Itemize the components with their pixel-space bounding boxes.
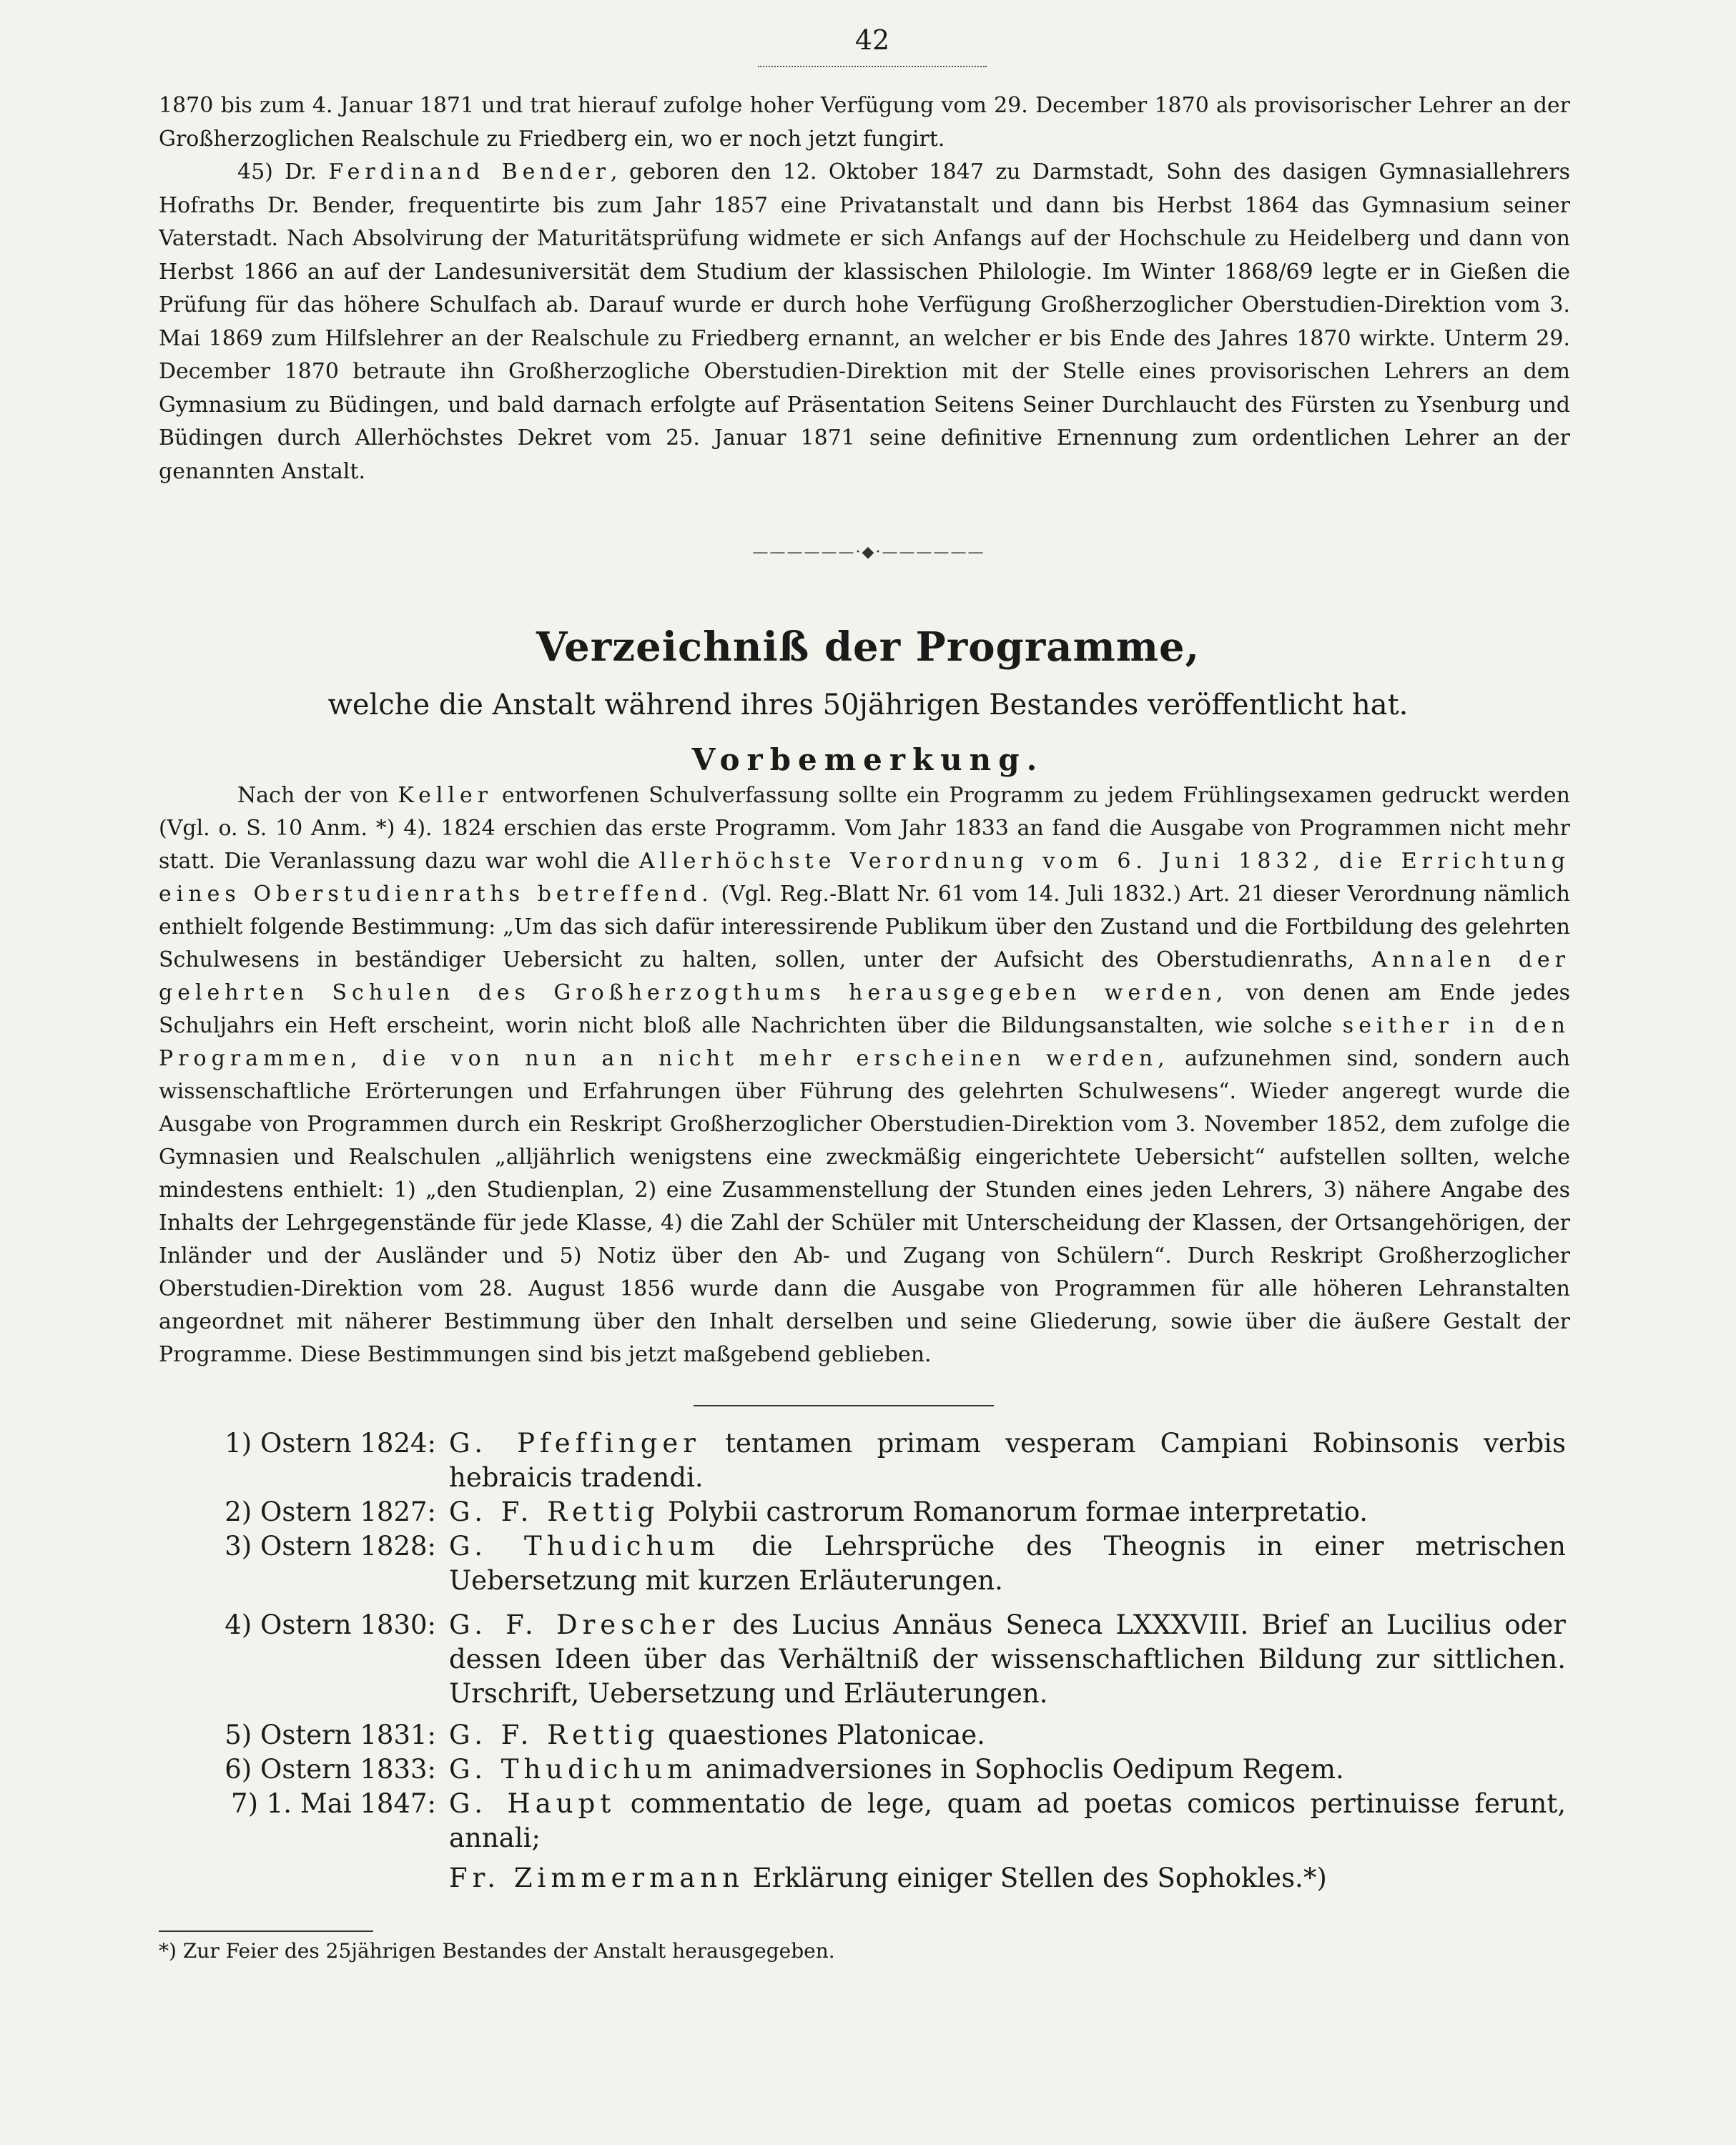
entry-45-name: Ferdinand Bender [328, 159, 611, 184]
item-date: 1) Ostern 1824: [225, 1428, 436, 1459]
entry-45-text: , geboren den 12. Oktober 1847 zu Darmstadt, Sohn des dasigen Gymnasiallehrers Hofraths Dr. Bender, frequentirte bis zum Jahr 1857 eine Privatanstalt und dann bis Herbst 1864 das Gymnasium seiner Vaterstadt. Nach Absolvirung der Maturitätsprüfung widmete er sich Anfangs auf der Hochschule zu Heidelberg und dann von Herbst 1866 an auf der Landesuniversität dem Studium der klassischen Philologie. Im Winter 1868/69 legte er in Gießen die Prüfung für das höhere Schulfach ab. Darauf wurde er durch hohe Verfügung Großherzoglicher Oberstudien-Direktion vom 3. Mai 1869 zum Hilfslehrer an der Realschule zu Friedberg ernannt, an welcher er bis Ende des Jahres 1870 wirkte. Unterm 29. December 1870 betraute ihn Großherzogliche Oberstudien-Direktion mit der Stelle eines provisorischen Lehrers an dem Gymnasium zu Büdingen, und bald darnach erfolgte auf Präsentation Seitens Seiner Durchlaucht des Fürsten zu Ysenburg und Büdingen durch Allerhöchstes Dekret vom 25. Januar 1871 seine definitive Ernennung zum ordentlichen Lehrer an der genannten Anstalt. [159, 159, 1570, 484]
vorb-part-4: von denen am Ende jedes Schuljahrs ein Heft erscheint, worin nicht bloß alle Nachrichten über die Bildungsanstalten, wie solche [159, 980, 1570, 1038]
item-title: commentatio de lege, quam ad poetas comicos pertinuisse ferunt, annali; [449, 1788, 1566, 1853]
vorb-part-3: (Vgl. Reg.-Blatt Nr. 61 vom 14. Juli 1832.) Art. 21 dieser Verordnung nämlich enthielt folgende Bestimmung: „Um das sich dafür interessirende Publikum über den Zustand und die Fortbildung des gelehrten Schulwesens in beständiger Uebersicht zu halten, sollen, unter der Aufsicht des Oberstudienraths, [159, 882, 1570, 972]
list-item [193, 1495, 1566, 1529]
vorbemerkung-heading: Vorbemerkung. [691, 742, 1045, 777]
entry-45-number: 45) Dr. [237, 159, 317, 184]
item-date: 7) 1. Mai 1847: [231, 1788, 436, 1819]
vorb-keller: Keller [398, 783, 493, 808]
section-title: Verzeichniß der Programme, [536, 623, 1200, 671]
programme-list [193, 1426, 1566, 1895]
entry-45 [159, 156, 1570, 488]
top-continuation: 1870 bis zum 4. Januar 1871 und trat hierauf zufolge hoher Verfügung vom 29. December 1870 als provisorischer Lehrer an der Großherzoglichen Realschule zu Friedberg ein, wo er noch jetzt fungirt. [159, 93, 1570, 152]
item-title: quaestiones Platonicae. [667, 1720, 985, 1750]
item-author: G. Thudichum [449, 1754, 698, 1785]
vorb-verordnung: Allerhöchste Verordnung vom 6. Juni 1832, die Errichtung eines Oberstudienraths betreffend. [159, 849, 1570, 907]
list-item [193, 1718, 1566, 1752]
vorb-part-2: entworfenen Schulverfassung sollte ein Programm zu jedem Frühlingsexamen gedruckt werden (Vgl. o. S. 10 Anm. *) 4). 1824 erschien das erste Programm. Vom Jahr 1833 an fand die Ausgabe von Programmen nicht mehr statt. Die Veranlassung dazu war wohl die [159, 783, 1570, 874]
vorbemerkung-text [159, 779, 1570, 1371]
list-item [193, 1861, 1566, 1895]
item-title: tentamen primam vesperam Campiani Robinsonis verbis hebraicis tradendi. [449, 1428, 1566, 1493]
item-title: des Lucius Annäus Seneca LXXXVIII. Brief an Lucilius oder dessen Ideen über das Verhältniß der wissenschaftlichen Bildung zur sittlichen. Urschrift, Uebersetzung und Erläuterungen. [449, 1609, 1566, 1709]
item-author: G. F. Drescher [449, 1609, 720, 1640]
item-date: 3) Ostern 1828: [225, 1531, 436, 1562]
item-date [193, 1861, 449, 1895]
list-item [193, 1529, 1566, 1598]
list-item [193, 1426, 1566, 1495]
page-number: 42 [854, 24, 890, 56]
vorbemerkung-paragraph [159, 779, 1570, 1371]
section-subtitle: welche die Anstalt während ihres 50jährigen Bestandes veröffentlicht hat. [327, 689, 1409, 721]
list-item [193, 1608, 1566, 1711]
item-date: 5) Ostern 1831: [225, 1720, 436, 1750]
item-title: Erklärung einiger Stellen des Sophokles.*) [752, 1863, 1327, 1893]
vorb-bisher: seither in den Programmen, die von nun an nicht mehr erscheinen werden, [159, 1013, 1570, 1071]
item-author: G. Haupt [449, 1788, 616, 1819]
item-title: animadversiones in Sophoclis Oedipum Regem. [705, 1754, 1344, 1785]
list-separator [694, 1405, 994, 1406]
footnote-rule [159, 1930, 373, 1932]
list-item [193, 1787, 1566, 1855]
item-date: 2) Ostern 1827: [225, 1496, 436, 1527]
item-author: G. Thudichum [449, 1531, 721, 1562]
item-title: die Lehrsprüche des Theognis in einer metrischen Uebersetzung mit kurzen Erläuterungen. [449, 1531, 1566, 1596]
list-item [193, 1752, 1566, 1787]
vorb-part-5: aufzunehmen sind, sondern auch wissenschaftliche Erörterungen und Erfahrungen über Führung des gelehrten Schulwesens“. Wieder angeregt wurde die Ausgabe von Programmen durch ein Reskript Großherzoglicher Oberstudien-Direktion vom 3. November 1852, dem zufolge die Gymnasien und Realschulen „alljährlich wenigstens eine zweckmäßig eingerichtete Uebersicht“ aufstellen sollten, welche mindestens enthielt: 1) „den Studienplan, 2) eine Zusammenstellung der Stunden eines jeden Lehrers, 3) nähere Angabe des Inhalts der Lehrgegenstände für jede Klasse, 4) die Zahl der Schüler mit Unterscheidung der Klassen, der Ortsangehörigen, der Inländer und der Ausländer und 5) Notiz über den Ab- und Zugang von Schülern“. Durch Reskript Großherzoglicher Oberstudien-Direktion vom 28. August 1856 wurde dann die Ausgabe von Programmen für alle höheren Lehranstalten angeordnet mit näherer Bestimmung über den Inhalt derselben und seine Gliederung, sowie über die äußere Gestalt der Programme. Diese Bestimmungen sind bis jetzt maßgebend geblieben. [159, 1046, 1570, 1367]
section-ornament: ——————·◆·—————— [752, 543, 985, 561]
biography-section [159, 89, 1570, 488]
item-author: Fr. Zimmermann [449, 1863, 744, 1893]
vorb-part-1: Nach der von [237, 783, 389, 808]
item-author: G. Pfeffinger [449, 1428, 701, 1459]
item-author: G. F. Rettig [449, 1496, 660, 1527]
footnote: *) Zur Feier des 25jährigen Bestandes der Anstalt herausgegeben. [159, 1939, 835, 1963]
item-date: 4) Ostern 1830: [225, 1609, 436, 1640]
page-number-rule [758, 66, 987, 67]
item-title: Polybii castrorum Romanorum formae interpretatio. [667, 1496, 1368, 1527]
vorb-annalen: Annalen der gelehrten Schulen des Großherzogthums herausgegeben werden, [159, 947, 1570, 1005]
item-date: 6) Ostern 1833: [225, 1754, 436, 1785]
item-author: G. F. Rettig [449, 1720, 660, 1750]
